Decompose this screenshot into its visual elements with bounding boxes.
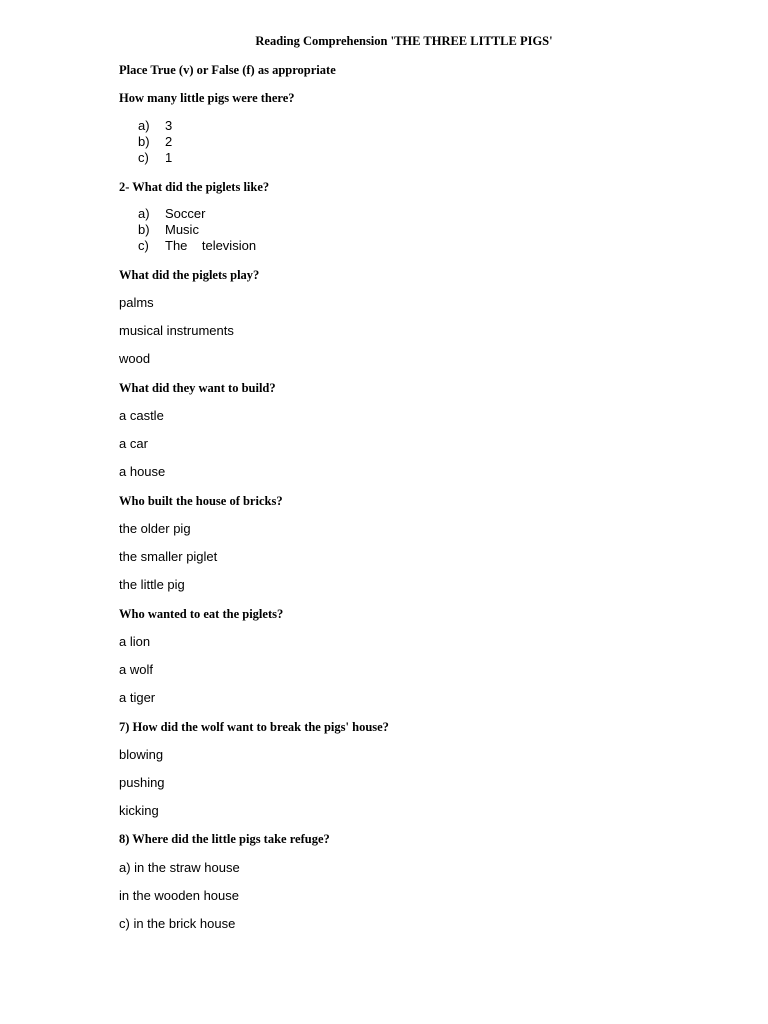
option-marker: b) xyxy=(138,222,150,237)
question-3: What did the piglets play? xyxy=(119,268,260,282)
option-marker: b) xyxy=(138,134,150,149)
answer-option: c) in the brick house xyxy=(119,916,236,931)
answer-option: a) in the straw house xyxy=(119,860,240,875)
question-4: What did they want to build? xyxy=(119,381,276,395)
answer-option: a car xyxy=(119,436,148,451)
question-2: 2- What did the piglets like? xyxy=(119,180,270,194)
answer-option: the smaller piglet xyxy=(119,549,218,564)
instruction-text: Place True (v) or False (f) as appropriate xyxy=(119,63,336,77)
question-1: How many little pigs were there? xyxy=(119,91,295,105)
option-marker: c) xyxy=(138,150,149,165)
answer-option: kicking xyxy=(119,803,159,818)
list-item xyxy=(138,238,256,254)
list-item xyxy=(138,134,172,150)
answer-option: wood xyxy=(119,351,151,366)
answer-option: the older pig xyxy=(119,521,191,536)
answer-option: in the wooden house xyxy=(119,888,239,903)
answer-option: pushing xyxy=(119,775,165,790)
answer-option: a lion xyxy=(119,634,151,649)
answer-option: blowing xyxy=(119,747,164,762)
option-marker: a) xyxy=(138,206,150,221)
answer-option: musical instruments xyxy=(119,323,234,338)
question-2-options xyxy=(138,206,256,254)
answer-option: the little pig xyxy=(119,577,185,592)
option-marker: c) xyxy=(138,238,149,253)
option-text: 1 xyxy=(165,150,173,165)
list-item xyxy=(138,222,256,238)
list-item xyxy=(138,206,256,222)
question-1-options xyxy=(138,118,172,166)
question-5: Who built the house of bricks? xyxy=(119,494,283,508)
answer-option: a wolf xyxy=(119,662,153,677)
question-6: Who wanted to eat the piglets? xyxy=(119,607,284,621)
answer-option: a castle xyxy=(119,408,164,423)
list-item xyxy=(138,150,172,166)
option-text: 2 xyxy=(165,134,173,149)
answer-option: palms xyxy=(119,295,154,310)
list-item xyxy=(138,118,172,134)
option-text: The television xyxy=(165,238,257,253)
document-title: Reading Comprehension 'THE THREE LITTLE PIGS' xyxy=(255,34,553,48)
question-7: 7) How did the wolf want to break the pigs' house? xyxy=(119,720,389,734)
answer-option: a tiger xyxy=(119,690,156,705)
option-marker: a) xyxy=(138,118,150,133)
option-text: Music xyxy=(165,222,199,237)
question-8: 8) Where did the little pigs take refuge? xyxy=(119,832,330,846)
option-text: 3 xyxy=(165,118,173,133)
option-text: Soccer xyxy=(165,206,206,221)
answer-option: a house xyxy=(119,464,166,479)
